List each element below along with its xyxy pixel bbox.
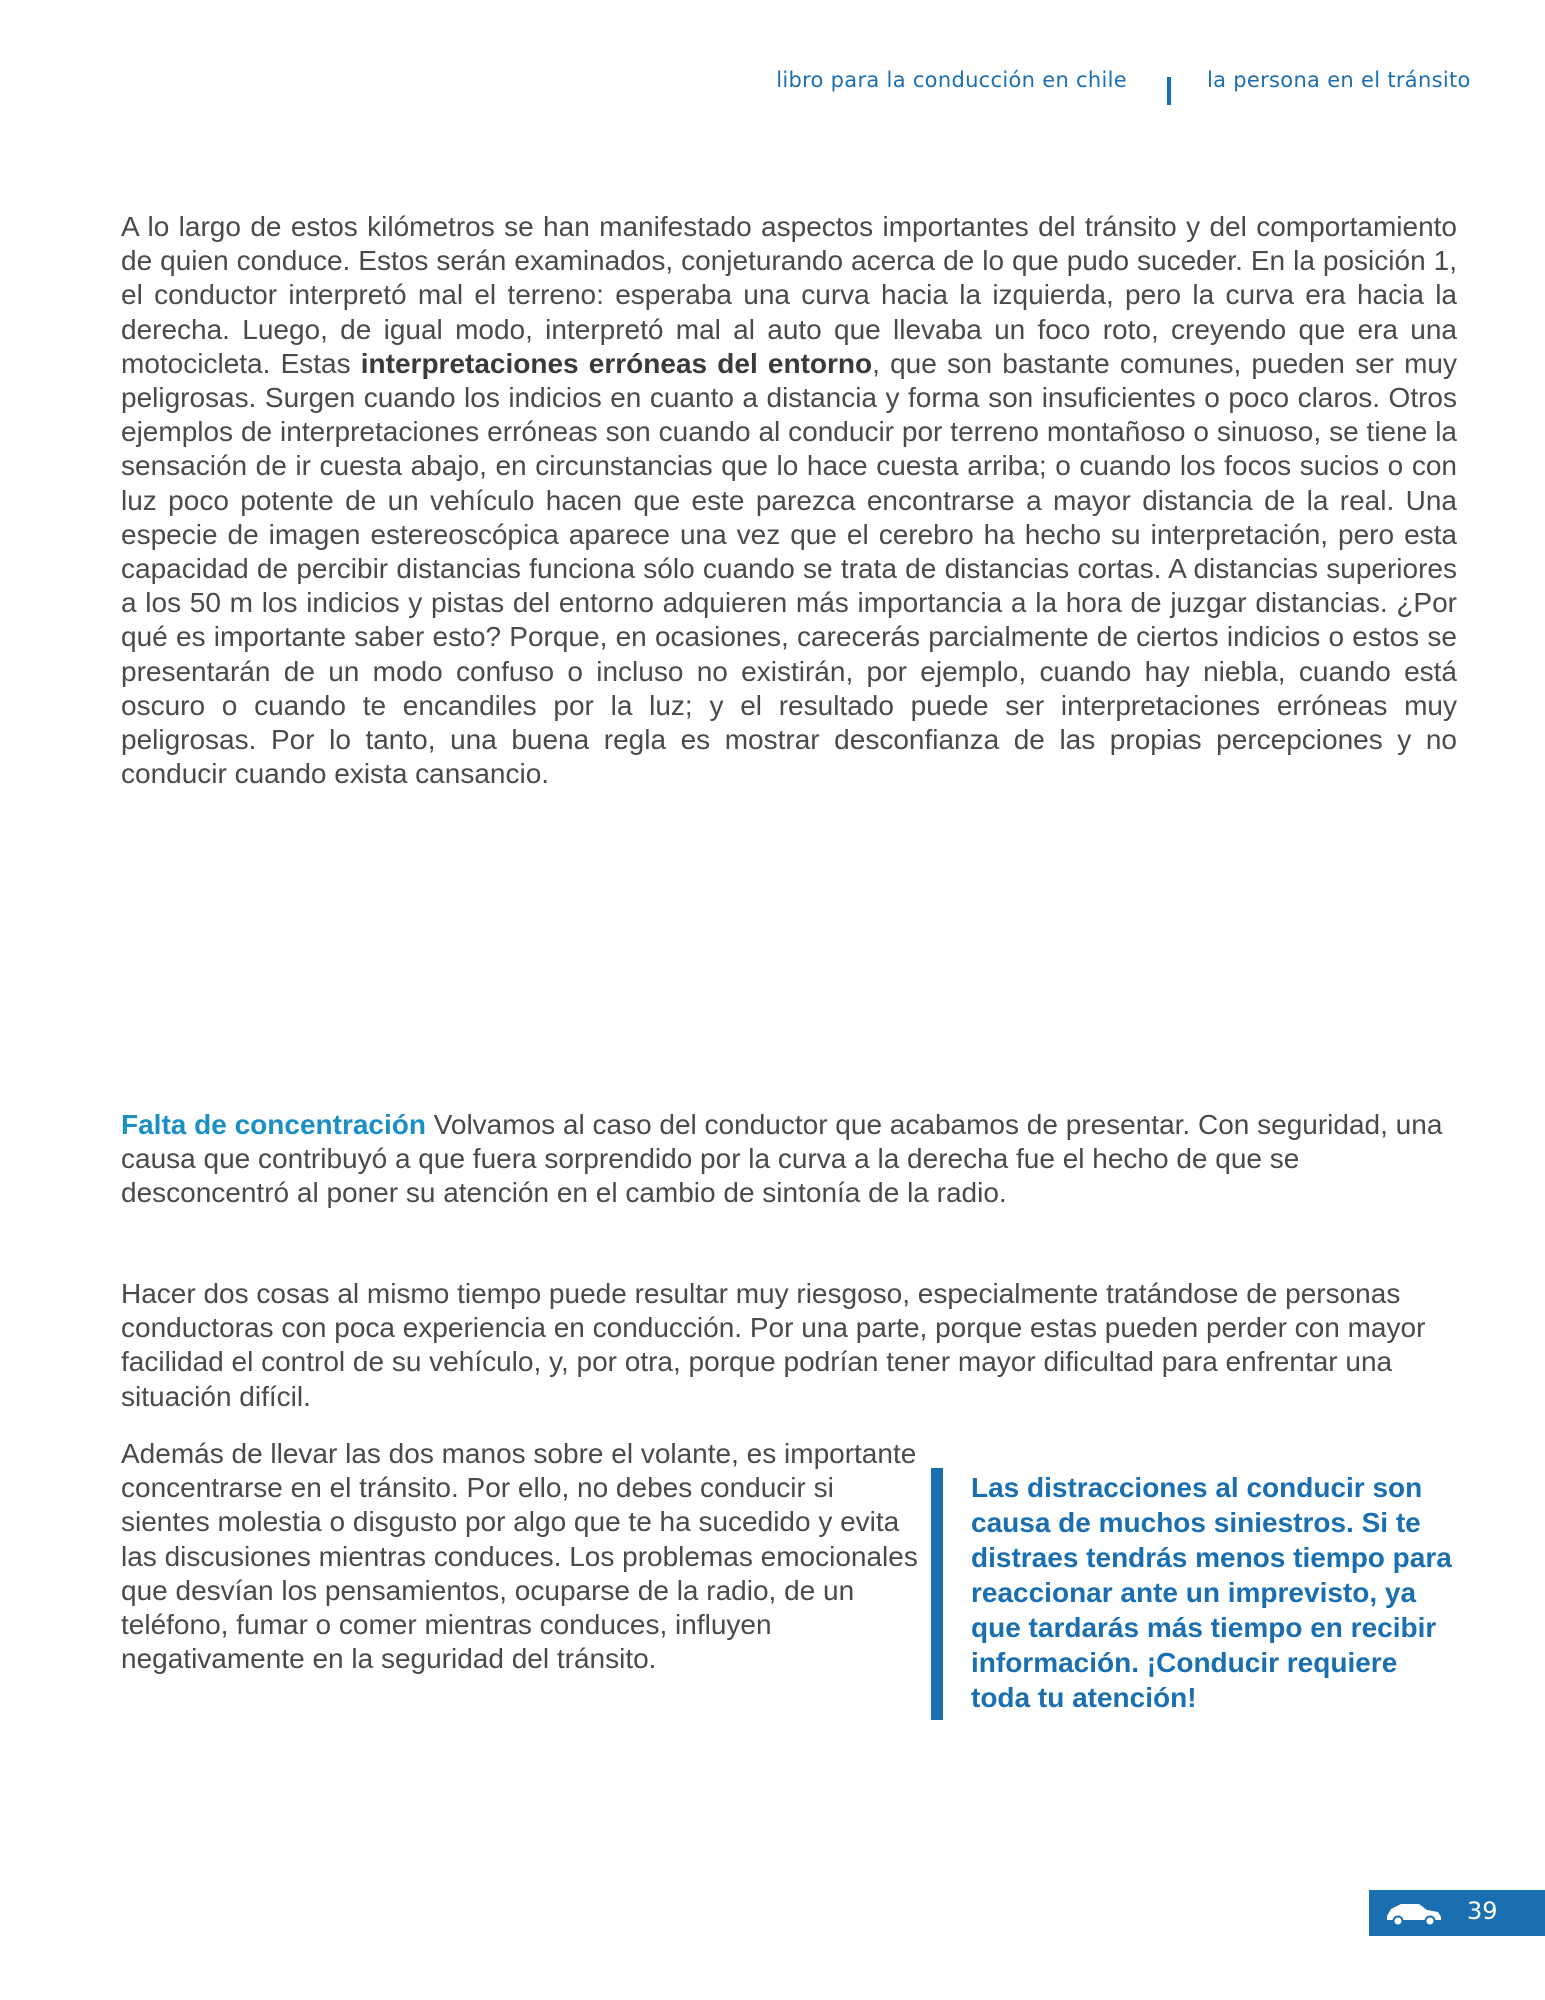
section-heading-falta-concentracion: Falta de concentración [121,1109,426,1140]
callout-distracciones: Las distracciones al conducir son causa de muchos siniestros. Si te distraes tendrás menos tiempo para reaccionar ante un imprevisto, ya que tardarás más tiempo en recibir información. ¡Conducir requiere toda tu atención! [971,1472,1452,1713]
header-section-title: la persona en el tránsito [1207,68,1471,92]
header-divider [1167,77,1171,105]
header-book-title: libro para la conducción en chile [776,68,1127,92]
paragraph-falta-concentracion [121,1108,1457,1211]
paragraph-1-bold-term: interpretaciones erróneas del entorno [360,347,873,379]
callout-accent-bar [931,1468,943,1720]
paragraph-interpretaciones [121,210,1457,791]
paragraph-manos-volante: Además de llevar las dos manos sobre el volante, es importante concentrarse en el tránsito. Por ello, no debes conducir si sientes molestia o disgusto por algo que te ha sucedido y evita las discusiones mientras conduces. Los problemas emocionales que desvían los pensamientos, ocuparse de la radio, de un teléfono, fumar o comer mientras conduces, influyen negativamente en la seguridad del tránsito. [121,1438,918,1675]
paragraph-2-text: Volvamos al caso del conductor que acabamos de presentar. Con seguridad, una causa que contribuyó a que fuera sorprendido por la curva a la derecha fue el hecho de que se desconcentró al poner su atención en el cambio de sintonía de la radio. [121,1109,1443,1209]
page-number-tab [1369,1890,1545,1936]
page-number: 39 [1467,1897,1498,1925]
paragraph-1-text-b: , que son bastante comunes, pueden ser muy peligrosas. Surgen cuando los indicios en cuanto a distancia y forma son insuficientes o poco claros. Otros ejemplos de interpretaciones erróneas son cuando al conducir por terreno montañoso o sinuoso, se tiene la sensación de ir cuesta abajo, en circunstancias que lo hace cuesta arriba; o cuando los focos sucios o con luz poco potente de un vehículo hacen que este parezca encontrarse a mayor distancia de la real. Una especie de imagen estereoscópica aparece una vez que el cerebro ha hecho su interpretación, pero esta capacidad de percibir distancias funciona sólo cuando se trata de distancias cortas. A distancias superiores a los 50 m los indicios y pistas del entorno adquieren más importancia a la hora de juzgar distancias. ¿Por qué es importante saber esto? Porque, en ocasiones, carecerás parcialmente de ciertos indicios o estos se presentarán de un modo confuso o incluso no existirán, por ejemplo, cuando hay niebla, cuando está oscuro o cuando te encandiles por la luz; y el resultado puede ser interpretaciones erróneas muy peligrosas. Por lo tanto, una buena regla es mostrar desconfianza de las propias percepciones y no conducir cuando exista cansancio. [121,347,1458,790]
paragraph-1-text-a: A lo largo de estos kilómetros se han manifestado aspectos importantes del tránsito y del comportamiento de quien conduce. Estos serán examinados, conjeturando acerca de lo que pudo suceder. En la posición 1, el conductor interpretó mal el terreno: esperaba una curva hacia la izquierda, pero la curva era hacia la derecha. Luego, de igual modo, interpretó mal al auto que llevaba un foco roto, creyendo que era una motocicleta. Estas [121,211,1457,379]
paragraph-dos-cosas: Hacer dos cosas al mismo tiempo puede resultar muy riesgoso, especialmente tratándose de personas conductoras con poca experiencia en conducción. Por una parte, porque estas pueden perder con mayor facilidad el control de su vehículo, y, por otra, porque podrían tener mayor dificultad para enfrentar una situación difícil. [121,1278,1426,1412]
car-icon [1383,1900,1445,1931]
